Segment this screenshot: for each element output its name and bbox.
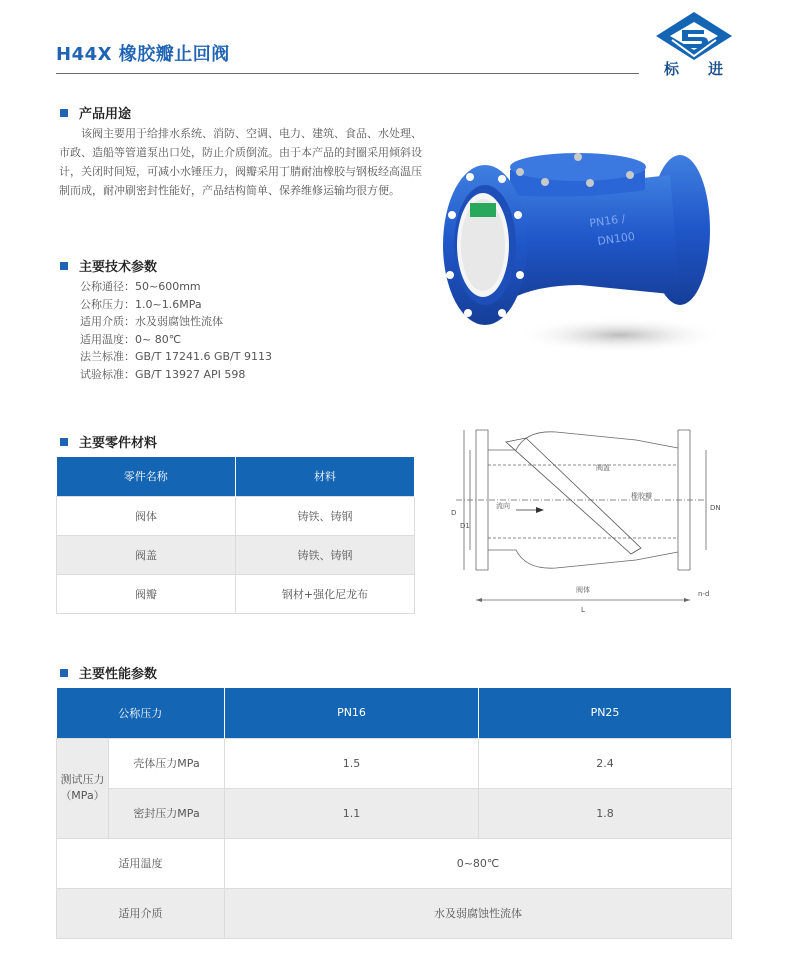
table-row xyxy=(57,496,415,535)
usage-section-header xyxy=(60,103,131,122)
usage-paragraph: 该阀主要用于给排水系统、消防、空调、电力、建筑、食品、水处理、市政、造船等管道泵出口处，防止介质倒流。由于本产品的封圈采用倾斜设计，关闭时间短，可减小水锤压力，阀瓣采用丁腈耐油橡胶与钢板经高温压制而成，耐冲刷密封性能好，产品结构简单、保养维修运输均很方便。 xyxy=(59,127,422,197)
material-cell: 铸铁、铸钢 xyxy=(236,496,415,535)
shell-pn16-value: 1.5 xyxy=(225,738,479,788)
header-nominal-pressure: 公称压力 xyxy=(57,688,225,738)
performance-table xyxy=(56,688,732,939)
header-material: 材料 xyxy=(236,457,415,496)
spec-row: 公称压力：1.0~1.6MPa xyxy=(80,297,202,311)
logo-char-2: 进 xyxy=(708,60,724,78)
tech-heading: 主要技术参数 xyxy=(79,260,158,275)
label-body: 阀体 xyxy=(576,586,590,594)
seal-pressure-label: 密封压力MPa xyxy=(109,788,225,838)
temperature-value: 0~80℃ xyxy=(225,838,732,888)
table-row xyxy=(57,574,415,613)
body-text-1: PN16 / xyxy=(588,212,627,230)
section-marker-icon xyxy=(60,438,68,446)
perf-section-header xyxy=(60,663,157,682)
spec-row: 试验标准：GB/T 13927 API 598 xyxy=(80,367,246,381)
label-DN: DN xyxy=(710,504,721,512)
perf-heading: 主要性能参数 xyxy=(79,667,158,682)
label-flow: 流向 xyxy=(496,502,510,510)
medium-label: 适用介质 xyxy=(57,888,225,938)
seal-pn25-value: 1.8 xyxy=(479,788,732,838)
spec-row: 适用温度：0~ 80℃ xyxy=(80,332,182,346)
parts-section-header xyxy=(60,432,157,451)
material-cell: 铸铁、铸钢 xyxy=(236,535,415,574)
parts-material-table xyxy=(56,457,415,614)
temperature-label: 适用温度 xyxy=(57,838,225,888)
valve-section-drawing xyxy=(436,420,726,620)
test-pressure-label: 测试压力 （MPa） xyxy=(57,738,109,838)
part-name-cell: 阀体 xyxy=(57,496,236,535)
tech-spec-list xyxy=(80,278,272,383)
seal-pn16-value: 1.1 xyxy=(225,788,479,838)
material-cell: 钢材+强化尼龙布 xyxy=(236,574,415,613)
part-name-cell: 阀盖 xyxy=(57,535,236,574)
shell-pn25-value: 2.4 xyxy=(479,738,732,788)
page-title: H44X 橡胶瓣止回阀 xyxy=(56,44,230,65)
parts-heading: 主要零件材料 xyxy=(79,436,158,451)
check-valve-product-image xyxy=(440,145,730,360)
label-L: L xyxy=(581,606,585,614)
logo-char-1: 标 xyxy=(664,60,680,78)
table-row xyxy=(57,888,732,938)
usage-heading: 产品用途 xyxy=(79,107,132,122)
spec-row: 法兰标准：GB/T 17241.6 GB/T 9113 xyxy=(80,350,272,363)
shell-pressure-label: 壳体压力MPa xyxy=(109,738,225,788)
header-pn16: PN16 xyxy=(225,688,479,738)
label-disc: 橡胶瓣 xyxy=(631,492,652,500)
spec-row: 适用介质：水及弱腐蚀性流体 xyxy=(80,315,223,328)
table-row xyxy=(57,738,732,788)
table-header-row xyxy=(57,688,732,738)
tech-section-header xyxy=(60,256,157,275)
table-row xyxy=(57,788,732,838)
section-marker-icon xyxy=(60,109,68,117)
label-D: D xyxy=(451,509,457,517)
table-row xyxy=(57,838,732,888)
label-D1: D1 xyxy=(460,522,470,530)
header-part-name: 零件名称 xyxy=(57,457,236,496)
medium-value: 水及弱腐蚀性流体 xyxy=(225,888,732,938)
part-name-cell: 阀瓣 xyxy=(57,574,236,613)
label-bonnet: 阀盖 xyxy=(596,464,610,472)
body-text-2: DN100 xyxy=(596,229,636,248)
label-nd: n-d xyxy=(698,590,710,598)
spec-row: 公称通径：50~600mm xyxy=(80,280,201,293)
section-marker-icon xyxy=(60,669,68,677)
header-pn25: PN25 xyxy=(479,688,732,738)
table-row xyxy=(57,535,415,574)
title-divider xyxy=(56,73,639,74)
section-marker-icon xyxy=(60,262,68,270)
table-header-row xyxy=(57,457,415,496)
